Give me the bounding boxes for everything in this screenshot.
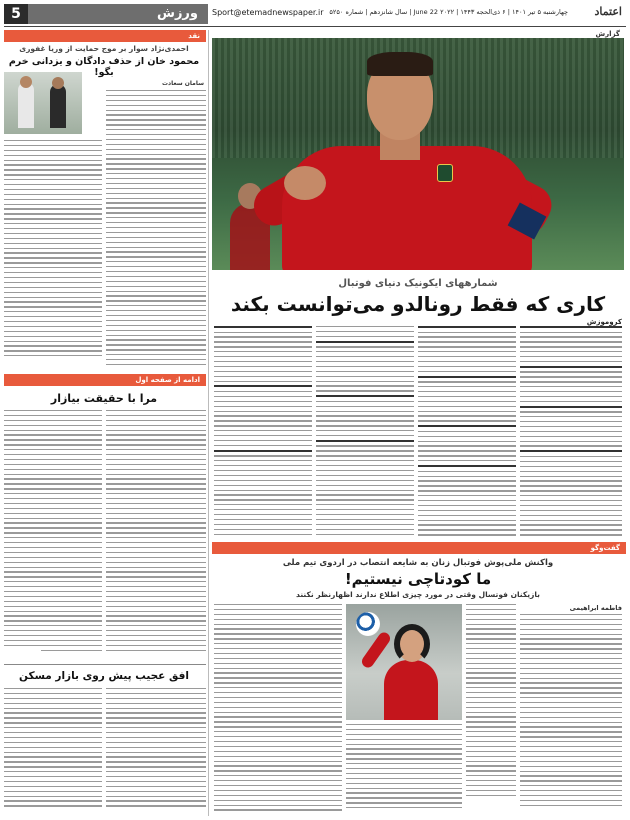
- bottom-article-subhead: بازیکنان فوتسال وقتی در مورد چیزی اطلاع ندارند اظهارنظر نکنند: [296, 590, 540, 599]
- left-mid-kicker: ادامه از صفحه اول: [4, 374, 206, 386]
- dateline: چهارشنبه ۵ تیر ۱۴۰۱ | ۶ ذی‌الحجه ۱۴۴۳ | ۲۰۲۲ June 22 | سال شانزدهم | شماره ۵۲۵۰: [329, 8, 568, 16]
- bottom-article-photo: [346, 604, 462, 720]
- football-icon: [356, 612, 380, 636]
- bottom-article-body-col4: [214, 604, 342, 814]
- main-article-body-col2: [418, 326, 516, 536]
- crest-icon: [437, 164, 453, 182]
- left-mid-body-col2: [4, 410, 102, 662]
- bottom-article-kicker: گفت‌وگو: [212, 542, 626, 554]
- left-top-headline: محمود خان از حذف دادگان و یزدانی خرم بگو!: [8, 56, 200, 78]
- photo-jersey: [282, 146, 532, 270]
- main-article-headline: کاری که فقط رونالدو می‌توانست بکند: [230, 292, 606, 316]
- section-email[interactable]: Sport@etemadnewspaper.ir: [212, 8, 324, 17]
- photo-hijab: [394, 624, 430, 664]
- section-title: ورزش: [28, 4, 208, 24]
- section-divider: [4, 664, 206, 665]
- left-top-body-col2: [4, 140, 102, 366]
- photo-person-head: [52, 77, 64, 89]
- bottom-article-body-col2: [466, 604, 516, 814]
- main-article-kicker: گزارش: [212, 28, 626, 40]
- left-bottom-body-col2: [4, 688, 102, 814]
- bottom-article-author: فاطمه ابراهیمی: [569, 604, 622, 612]
- main-article-body-col4: [214, 326, 312, 536]
- bottom-article-body-col3: [346, 724, 462, 814]
- main-article-body-col3: [316, 326, 414, 536]
- column-separator: [208, 30, 209, 816]
- left-top-deck: احمدی‌نژاد سوار بر موج حمایت از وریا غفوری: [19, 44, 189, 53]
- left-bottom-body-col1: [106, 688, 206, 814]
- bottom-article-body-col1: [520, 614, 622, 814]
- photo-arm: [360, 630, 393, 670]
- photo-jersey: [384, 660, 438, 720]
- left-bottom-headline: افق عجیب پیش روی بازار مسکن: [19, 670, 189, 682]
- photo-hair: [367, 52, 433, 76]
- page-number: 5: [4, 4, 28, 24]
- newspaper-logo: اعتماد: [594, 5, 622, 18]
- left-top-author: سامان سعادت: [162, 80, 204, 87]
- left-top-body-col1: [106, 90, 206, 366]
- photo-fist: [284, 166, 326, 200]
- bottom-article-headline: ما کودتاچی نیستیم!: [344, 570, 492, 588]
- photo-person: [50, 84, 66, 128]
- left-top-photo: [4, 72, 82, 134]
- main-article-subhead-label: کروموزش: [586, 318, 622, 326]
- left-top-kicker: نقد: [4, 30, 206, 42]
- left-mid-body-col1: [106, 410, 206, 662]
- left-mid-headline: مرا با حقیقت بیازار: [50, 392, 158, 405]
- masthead-rule: [4, 26, 626, 27]
- photo-person-head: [20, 76, 32, 88]
- main-article-photo: [212, 38, 624, 270]
- masthead: [0, 0, 630, 28]
- photo-person: [18, 82, 34, 128]
- main-article-body-col1: [520, 326, 622, 536]
- main-article-deck: شمارههای ایکونیک دنیای فوتبال: [338, 278, 498, 289]
- bottom-article-deck: واکنش ملی‌پوش فوتبال زنان به شایعه انتصاب در اردوی تیم ملی: [282, 558, 554, 568]
